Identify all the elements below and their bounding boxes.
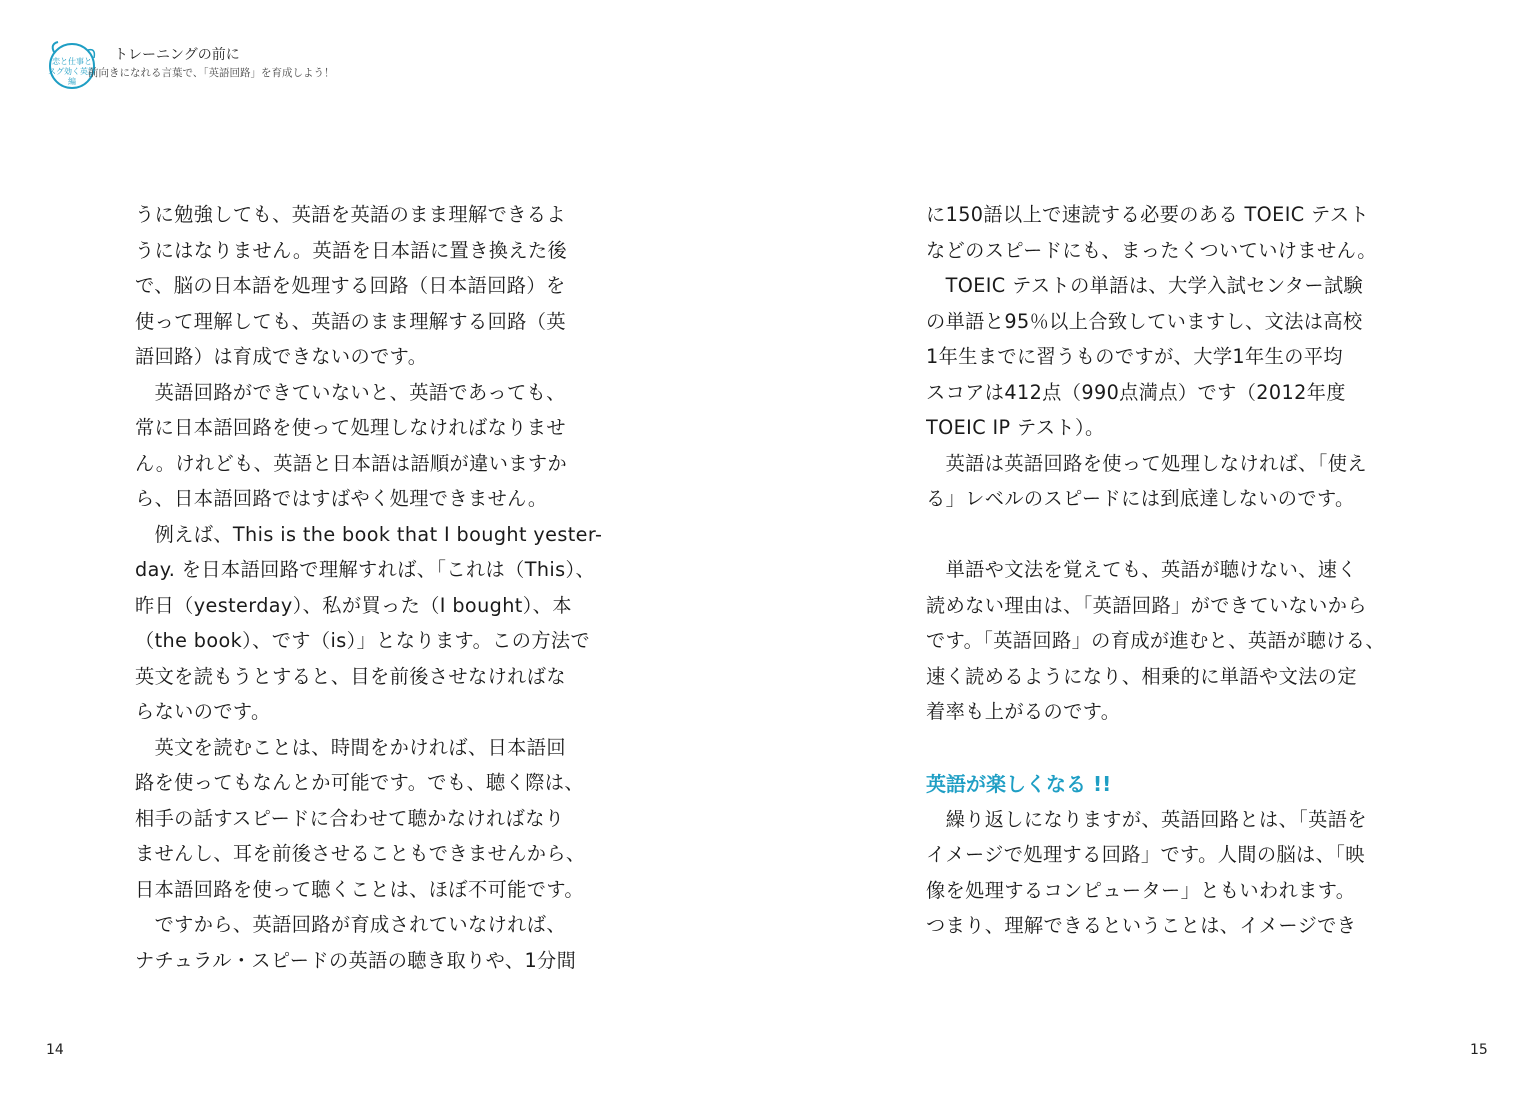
text-line: TOEIC IP テスト）。	[926, 416, 1105, 439]
text-line: 英文を読もうとすると、目を前後させなければな	[135, 664, 566, 688]
text-line: 使って理解しても、英語のまま理解する回路（英	[135, 309, 566, 333]
text-line: らないのです。	[135, 700, 271, 723]
text-line: 単語や文法を覚えても、英語が聴けない、速く	[926, 558, 1357, 581]
left-page-body	[135, 197, 610, 978]
text-line: （the book）、です（is）」となります。この方法で	[135, 629, 591, 652]
text-line: ですから、英語回路が育成されていなければ、	[135, 913, 566, 936]
text-line: 日本語回路を使って聴くことは、ほぼ不可能です。	[135, 877, 584, 901]
text-line: に150語以上で速読する必要のある TOEIC テスト	[926, 203, 1370, 226]
right-page-body	[926, 197, 1401, 944]
text-line: 着率も上がるのです。	[926, 700, 1121, 723]
text-line: です。「英語回路」の育成が進むと、英語が聴ける、	[926, 629, 1385, 652]
text-line: 速く読めるようになり、相乗的に単語や文法の定	[926, 664, 1357, 688]
text-line: ん。けれども、英語と日本語は語順が違いますか	[135, 451, 568, 475]
text-line: ませんし、耳を前後させることもできませんから、	[135, 842, 586, 865]
series-badge-icon	[44, 36, 100, 92]
text-line: などのスピードにも、まったくついていけません。	[926, 238, 1377, 262]
text-line: うにはなりません。英語を日本語に置き換えた後	[135, 238, 568, 262]
svg-text:編: 編	[68, 77, 76, 86]
section-heading: 英語が楽しくなる !!	[926, 771, 1112, 796]
text-line: 路を使ってもなんとか可能です。でも、聴く際は、	[135, 771, 584, 794]
text-line: スコアは412点（990点満点）です（2012年度	[926, 380, 1346, 404]
text-line: 1年生までに習うものですが、大学1年生の平均	[926, 345, 1343, 368]
right-paragraph-2	[926, 552, 1401, 730]
text-line: day. を日本語回路で理解すれば、「これは（This）、	[135, 558, 596, 581]
text-line: ナチュラル・スピードの英語の聴き取りや、1分間	[135, 948, 577, 972]
paragraph-spacer	[926, 517, 1401, 553]
right-paragraph-1	[926, 197, 1401, 517]
text-line: る」レベルのスピードには到底達しないのです。	[926, 487, 1355, 510]
text-line: で、脳の日本語を処理する回路（日本語回路）を	[135, 274, 566, 297]
text-line: 英語は英語回路を使って処理しなければ、「使え	[926, 451, 1367, 475]
header-title: トレーニングの前に	[114, 47, 240, 63]
text-line: うに勉強しても、英語を英語のまま理解できるよ	[135, 203, 566, 226]
right-paragraph-3	[926, 802, 1401, 944]
text-line: 英文を読むことは、時間をかければ、日本語回	[135, 735, 566, 759]
svg-text:スグ効く英語: スグ効く英語	[48, 67, 96, 76]
text-line: ら、日本語回路ではすばやく処理できません。	[135, 487, 548, 510]
header-subtitle: 前向きになれる言葉で、「英語回路」を育成しよう！	[88, 67, 335, 79]
text-line: TOEIC テストの単語は、大学入試センター試験	[926, 274, 1364, 297]
page-number-right: 15	[1470, 1042, 1488, 1058]
text-line: イメージで処理する回路」です。人間の脳は、「映	[926, 843, 1365, 866]
text-line: 相手の話すスピードに合わせて聴かなければなり	[135, 806, 565, 830]
text-line: 繰り返しになりますが、英語回路とは、「英語を	[926, 807, 1367, 831]
text-line: つまり、理解できるということは、イメージでき	[926, 914, 1357, 937]
running-header	[44, 36, 464, 96]
text-line: 読めない理由は、「英語回路」ができていないから	[926, 593, 1367, 617]
text-line: 語回路）は育成できないのです。	[135, 345, 428, 368]
text-line: 昨日（yesterday）、私が買った（I bought）、本	[135, 593, 572, 617]
text-line: 例えば、This is the book that I bought yester-	[135, 522, 603, 546]
text-line: 常に日本語回路を使って処理しなければなりませ	[135, 416, 566, 439]
text-line: 英語回路ができていないと、英語であっても、	[135, 380, 566, 404]
svg-text:恋と仕事と: 恋と仕事と	[52, 57, 92, 66]
page-number-left: 14	[46, 1042, 64, 1058]
text-line: の単語と95％以上合致していますし、文法は高校	[926, 309, 1363, 333]
text-line: 像を処理するコンピューター」ともいわれます。	[926, 878, 1356, 902]
